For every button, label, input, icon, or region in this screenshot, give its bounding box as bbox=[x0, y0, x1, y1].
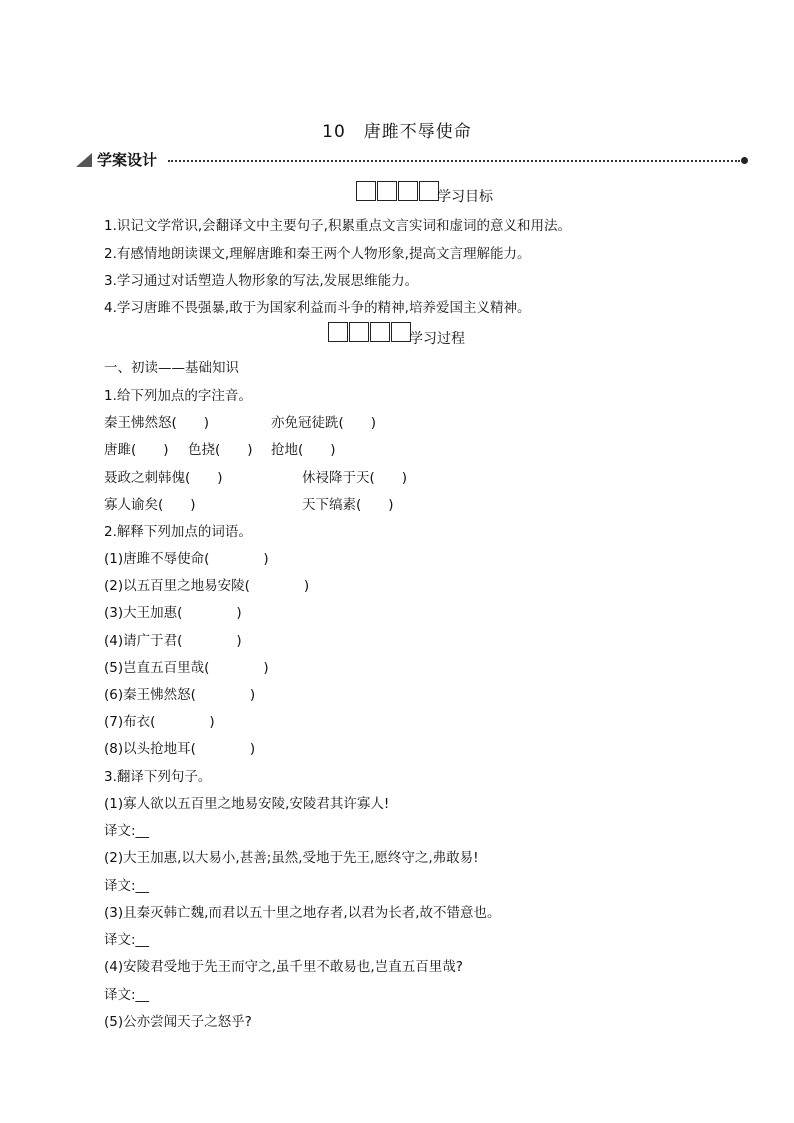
lesson-title: 10 唐雎不辱使命 bbox=[322, 122, 472, 142]
heading-box bbox=[328, 322, 348, 342]
triangle-icon bbox=[76, 153, 92, 167]
part-heading: 一、初读——基础知识 bbox=[104, 360, 239, 376]
goal-item: 4.学习唐雎不畏强暴,敢于为国家利益而斗争的精神,培养爱国主义精神。 bbox=[104, 300, 531, 316]
heading-boxes bbox=[356, 181, 440, 201]
vocab-item: (6)秦王怫然怒( ) bbox=[104, 687, 256, 703]
vocab-item: (5)岂直五百里哉( ) bbox=[104, 660, 269, 676]
answer-line: 译文:__ bbox=[104, 823, 150, 839]
pinyin-item: 亦免冠徒跣( ) bbox=[271, 415, 377, 431]
goal-item: 2.有感情地朗读课文,理解唐雎和秦王两个人物形象,提高文言理解能力。 bbox=[104, 246, 531, 262]
vocab-item: (1)唐雎不辱使命( ) bbox=[104, 551, 269, 567]
heading-box bbox=[377, 181, 397, 201]
pinyin-item: 休祲降于天( ) bbox=[302, 470, 408, 486]
section-banner bbox=[76, 149, 748, 171]
pinyin-item: 寡人谕矣( ) bbox=[104, 497, 196, 513]
pinyin-item: 色挠( ) bbox=[188, 442, 253, 458]
question-heading: 3.翻译下列句子。 bbox=[104, 769, 212, 785]
vocab-item: (4)请广于君( ) bbox=[104, 633, 242, 649]
vocab-item: (3)大王加惠( ) bbox=[104, 605, 242, 621]
answer-line: 译文:__ bbox=[104, 932, 150, 948]
heading-box bbox=[398, 181, 418, 201]
goals-label: 学习目标 bbox=[437, 189, 493, 205]
vocab-item: (2)以五百里之地易安陵( ) bbox=[104, 578, 310, 594]
pinyin-item: 抢地( ) bbox=[271, 442, 336, 458]
pinyin-item: 聂政之刺韩傀( ) bbox=[104, 470, 223, 486]
heading-box bbox=[391, 322, 411, 342]
heading-box bbox=[419, 181, 439, 201]
heading-box bbox=[356, 181, 376, 201]
heading-box bbox=[370, 322, 390, 342]
pinyin-item: 天下缟素( ) bbox=[302, 497, 394, 513]
translate-item: (3)且秦灭韩亡魏,而君以五十里之地存者,以君为长者,故不错意也。 bbox=[104, 905, 501, 921]
process-heading bbox=[0, 322, 794, 347]
translate-item: (5)公亦尝闻天子之怒乎? bbox=[104, 1014, 252, 1030]
end-dot-icon bbox=[741, 157, 748, 164]
vocab-item: (8)以头抢地耳( ) bbox=[104, 741, 256, 757]
answer-line: 译文:__ bbox=[104, 987, 150, 1003]
goal-item: 1.识记文学常识,会翻译文中主要句子,积累重点文言实词和虚词的意义和用法。 bbox=[104, 218, 571, 234]
pinyin-item: 唐雎( ) bbox=[104, 442, 169, 458]
answer-line: 译文:__ bbox=[104, 878, 150, 894]
translate-item: (4)安陵君受地于先王而守之,虽千里不敢易也,岂直五百里哉? bbox=[104, 959, 463, 975]
dotted-divider bbox=[168, 160, 740, 162]
heading-boxes bbox=[328, 322, 412, 342]
pinyin-item: 秦王怫然怒( ) bbox=[104, 415, 210, 431]
translate-item: (2)大王加惠,以大易小,甚善;虽然,受地于先王,愿终守之,弗敢易! bbox=[104, 850, 479, 866]
question-heading: 2.解释下列加点的词语。 bbox=[104, 524, 252, 540]
goal-item: 3.学习通过对话塑造人物形象的写法,发展思维能力。 bbox=[104, 273, 419, 289]
process-label: 学习过程 bbox=[409, 331, 465, 347]
banner-label: 学案设计 bbox=[97, 151, 158, 169]
vocab-item: (7)布衣( ) bbox=[104, 714, 215, 730]
question-heading: 1.给下列加点的字注音。 bbox=[104, 388, 252, 404]
translate-item: (1)寡人欲以五百里之地易安陵,安陵君其许寡人! bbox=[104, 796, 390, 812]
goals-heading bbox=[0, 181, 794, 203]
heading-box bbox=[349, 322, 369, 342]
